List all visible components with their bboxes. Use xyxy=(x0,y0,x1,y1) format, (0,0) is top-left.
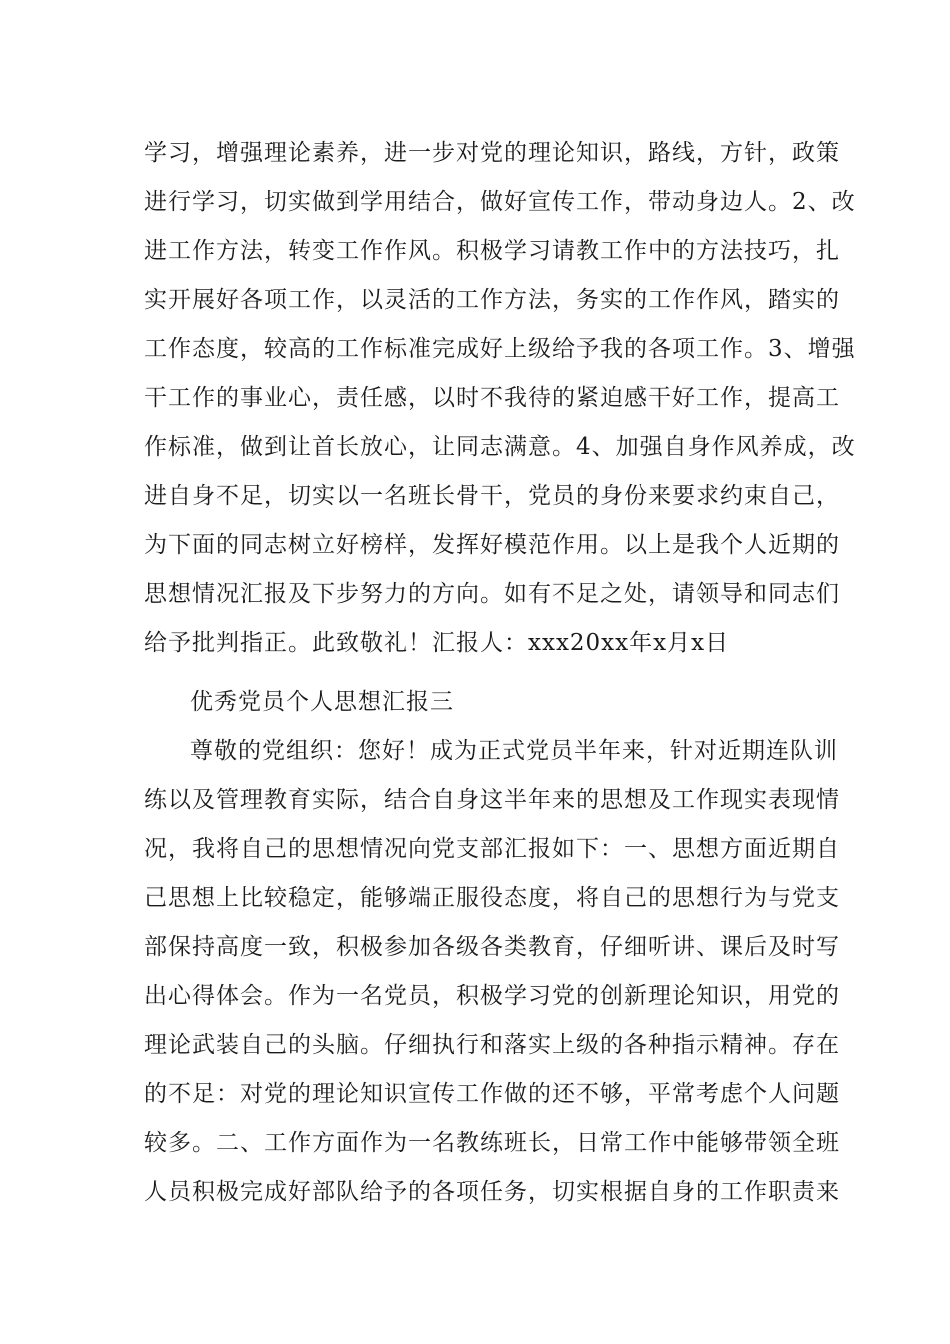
text-line: 工作态度，较高的工作标准完成好上级给予我的各项工作。3、增强 xyxy=(144,336,856,362)
text-line: 进自身不足，切实以一名班长骨干，党员的身份来要求约束自己， xyxy=(144,483,840,509)
text-line: 作标准，做到让首长放心，让同志满意。4、加强自身作风养成，改 xyxy=(144,434,856,460)
text-line: 人员积极完成好部队给予的各项任务，切实根据自身的工作职责来 xyxy=(144,1179,840,1205)
text-line: 部保持高度一致，积极参加各级各类教育，仔细听讲、课后及时写 xyxy=(144,934,840,960)
text-line: 理论武装自己的头脑。仔细执行和落实上级的各种指示精神。存在 xyxy=(144,1032,840,1058)
text-line: 进工作方法，转变工作作风。积极学习请教工作中的方法技巧，扎 xyxy=(144,238,840,264)
text-line: 为下面的同志树立好榜样，发挥好模范作用。以上是我个人近期的 xyxy=(144,532,840,558)
text-line: 给予批判指正。此致敬礼！汇报人：xxx20xx年x月x日 xyxy=(144,630,730,656)
text-line: 学习，增强理论素养，进一步对党的理论知识，路线，方针，政策 xyxy=(144,140,840,166)
text-line: 况，我将自己的思想情况向党支部汇报如下：一、思想方面近期自 xyxy=(144,836,840,862)
section-title: 优秀党员个人思想汇报三 xyxy=(190,689,454,715)
text-line: 练以及管理教育实际，结合自身这半年来的思想及工作现实表现情 xyxy=(144,787,840,813)
text-line: 干工作的事业心，责任感，以时不我待的紧迫感干好工作，提高工 xyxy=(144,385,840,411)
text-line: 尊敬的党组织：您好！成为正式党员半年来，针对近期连队训 xyxy=(190,738,838,764)
report-section-paragraph xyxy=(144,727,840,1217)
text-line: 较多。二、工作方面作为一名教练班长，日常工作中能够带领全班 xyxy=(144,1130,840,1156)
report-continuation-paragraph xyxy=(144,129,856,668)
text-line: 出心得体会。作为一名党员，积极学习党的创新理论知识，用党的 xyxy=(144,983,840,1009)
text-line: 思想情况汇报及下步努力的方向。如有不足之处，请领导和同志们 xyxy=(144,581,840,607)
text-line: 实开展好各项工作，以灵活的工作方法，务实的工作作风，踏实的 xyxy=(144,287,840,313)
text-line: 己思想上比较稳定，能够端正服役态度，将自己的思想行为与党支 xyxy=(144,885,840,911)
text-line: 的不足：对党的理论知识宣传工作做的还不够，平常考虑个人问题 xyxy=(144,1081,840,1107)
text-line: 进行学习，切实做到学用结合，做好宣传工作，带动身边人。2、改 xyxy=(144,189,856,215)
section-heading xyxy=(144,678,814,727)
